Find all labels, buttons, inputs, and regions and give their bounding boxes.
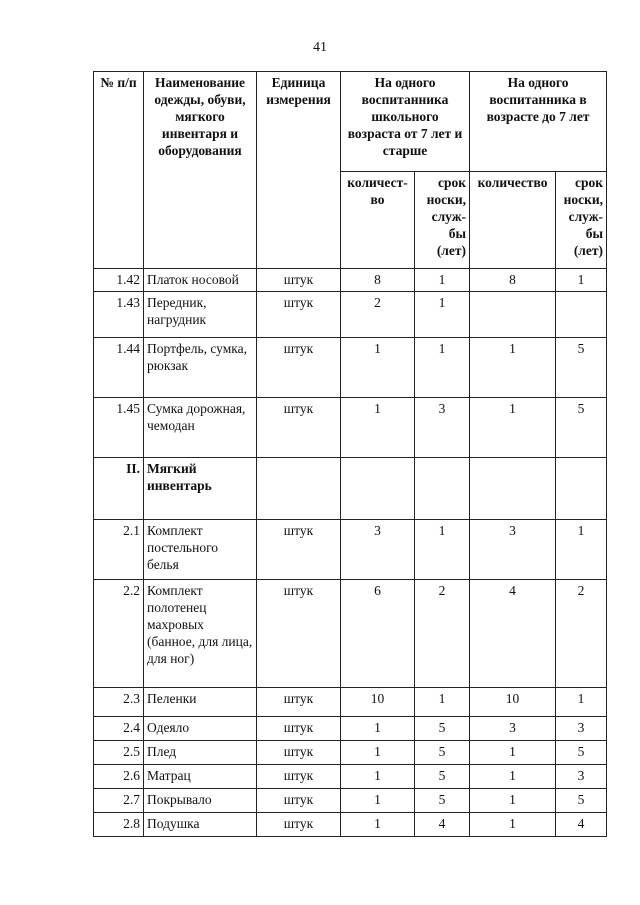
header-qty-school: количест-во <box>341 172 415 269</box>
table-row <box>94 765 607 789</box>
table-row <box>94 520 607 580</box>
cell-qty-under7 <box>470 458 556 520</box>
header-num: № п/п <box>94 72 144 269</box>
cell-qty-school: 10 <box>341 688 415 717</box>
cell-qty-school: 1 <box>341 338 415 398</box>
cell-num: 2.1 <box>94 520 144 580</box>
cell-unit: штук <box>257 292 341 338</box>
cell-term-school: 5 <box>415 789 470 813</box>
cell-name: Комплект постельного белья <box>144 520 257 580</box>
cell-qty-under7: 1 <box>470 398 556 458</box>
cell-name: Покрывало <box>144 789 257 813</box>
cell-qty-school: 2 <box>341 292 415 338</box>
cell-term-school: 1 <box>415 269 470 292</box>
cell-qty-school: 1 <box>341 789 415 813</box>
cell-term-under7: 2 <box>556 580 607 688</box>
cell-term-under7: 1 <box>556 688 607 717</box>
cell-term-under7: 5 <box>556 398 607 458</box>
table-row <box>94 741 607 765</box>
header-term-under7: срок носки, служ-бы (лет) <box>556 172 607 269</box>
cell-name: Сумка дорожная, чемодан <box>144 398 257 458</box>
cell-unit: штук <box>257 717 341 741</box>
cell-num: II. <box>94 458 144 520</box>
cell-qty-under7: 1 <box>470 789 556 813</box>
cell-qty-school: 6 <box>341 580 415 688</box>
cell-unit: штук <box>257 520 341 580</box>
cell-unit: штук <box>257 338 341 398</box>
cell-term-school: 5 <box>415 717 470 741</box>
cell-num: 2.7 <box>94 789 144 813</box>
cell-name: Платок носовой <box>144 269 257 292</box>
cell-name: Комплект полотенец махровых (банное, для лица, для ног) <box>144 580 257 688</box>
cell-num: 1.45 <box>94 398 144 458</box>
table-body <box>94 269 607 837</box>
cell-term-under7: 4 <box>556 813 607 837</box>
cell-qty-under7: 1 <box>470 741 556 765</box>
cell-term-school: 1 <box>415 338 470 398</box>
cell-qty-school: 8 <box>341 269 415 292</box>
page-number: 41 <box>313 40 327 55</box>
cell-num: 1.43 <box>94 292 144 338</box>
header-unit: Единица измерения <box>257 72 341 269</box>
cell-unit: штук <box>257 580 341 688</box>
cell-term-school: 3 <box>415 398 470 458</box>
cell-term-school <box>415 458 470 520</box>
table-row <box>94 813 607 837</box>
table-row <box>94 398 607 458</box>
cell-qty-under7: 4 <box>470 580 556 688</box>
cell-term-under7: 5 <box>556 338 607 398</box>
cell-name: Пеленки <box>144 688 257 717</box>
cell-term-school: 1 <box>415 292 470 338</box>
cell-name: Портфель, сумка, рюкзак <box>144 338 257 398</box>
cell-qty-under7: 1 <box>470 338 556 398</box>
cell-num: 2.4 <box>94 717 144 741</box>
cell-unit: штук <box>257 688 341 717</box>
cell-unit: штук <box>257 398 341 458</box>
cell-term-school: 1 <box>415 688 470 717</box>
cell-num: 2.8 <box>94 813 144 837</box>
cell-qty-school: 1 <box>341 398 415 458</box>
cell-term-under7 <box>556 292 607 338</box>
cell-qty-school <box>341 458 415 520</box>
cell-unit: штук <box>257 813 341 837</box>
cell-term-school: 1 <box>415 520 470 580</box>
cell-qty-under7 <box>470 292 556 338</box>
cell-qty-under7: 1 <box>470 813 556 837</box>
table-row <box>94 458 607 520</box>
cell-num: 2.6 <box>94 765 144 789</box>
table-row <box>94 269 607 292</box>
table-row <box>94 789 607 813</box>
cell-unit: штук <box>257 765 341 789</box>
cell-term-school: 5 <box>415 741 470 765</box>
table-row <box>94 580 607 688</box>
cell-name: Мягкий инвентарь <box>144 458 257 520</box>
table-row <box>94 717 607 741</box>
cell-num: 2.5 <box>94 741 144 765</box>
cell-qty-under7: 3 <box>470 520 556 580</box>
cell-name: Подушка <box>144 813 257 837</box>
cell-term-under7: 5 <box>556 741 607 765</box>
cell-qty-school: 1 <box>341 813 415 837</box>
cell-term-under7: 3 <box>556 717 607 741</box>
header-group-under7: На одного воспитанника в возрасте до 7 лет <box>470 72 607 172</box>
cell-unit: штук <box>257 741 341 765</box>
cell-name: Плед <box>144 741 257 765</box>
cell-qty-school: 1 <box>341 765 415 789</box>
header-term-school: срок носки, служ-бы (лет) <box>415 172 470 269</box>
cell-num: 1.44 <box>94 338 144 398</box>
cell-unit: штук <box>257 269 341 292</box>
cell-unit: штук <box>257 789 341 813</box>
cell-name: Одеяло <box>144 717 257 741</box>
cell-unit <box>257 458 341 520</box>
cell-term-school: 4 <box>415 813 470 837</box>
header-name: Наименование одежды, обуви, мягкого инвентаря и оборудования <box>144 72 257 269</box>
header-qty-under7: количество <box>470 172 556 269</box>
header-group-school: На одного воспитанника школьного возраста от 7 лет и старше <box>341 72 470 172</box>
cell-qty-under7: 10 <box>470 688 556 717</box>
table-row <box>94 338 607 398</box>
supply-table <box>93 71 607 837</box>
cell-qty-school: 1 <box>341 717 415 741</box>
cell-term-school: 2 <box>415 580 470 688</box>
cell-term-school: 5 <box>415 765 470 789</box>
cell-term-under7 <box>556 458 607 520</box>
table-row <box>94 292 607 338</box>
cell-term-under7: 3 <box>556 765 607 789</box>
cell-term-under7: 1 <box>556 520 607 580</box>
cell-qty-school: 1 <box>341 741 415 765</box>
cell-qty-under7: 8 <box>470 269 556 292</box>
cell-qty-under7: 3 <box>470 717 556 741</box>
cell-qty-under7: 1 <box>470 765 556 789</box>
cell-num: 2.2 <box>94 580 144 688</box>
cell-name: Передник, нагрудник <box>144 292 257 338</box>
cell-num: 1.42 <box>94 269 144 292</box>
cell-num: 2.3 <box>94 688 144 717</box>
cell-name: Матрац <box>144 765 257 789</box>
cell-term-under7: 5 <box>556 789 607 813</box>
cell-qty-school: 3 <box>341 520 415 580</box>
cell-term-under7: 1 <box>556 269 607 292</box>
table-row <box>94 688 607 717</box>
